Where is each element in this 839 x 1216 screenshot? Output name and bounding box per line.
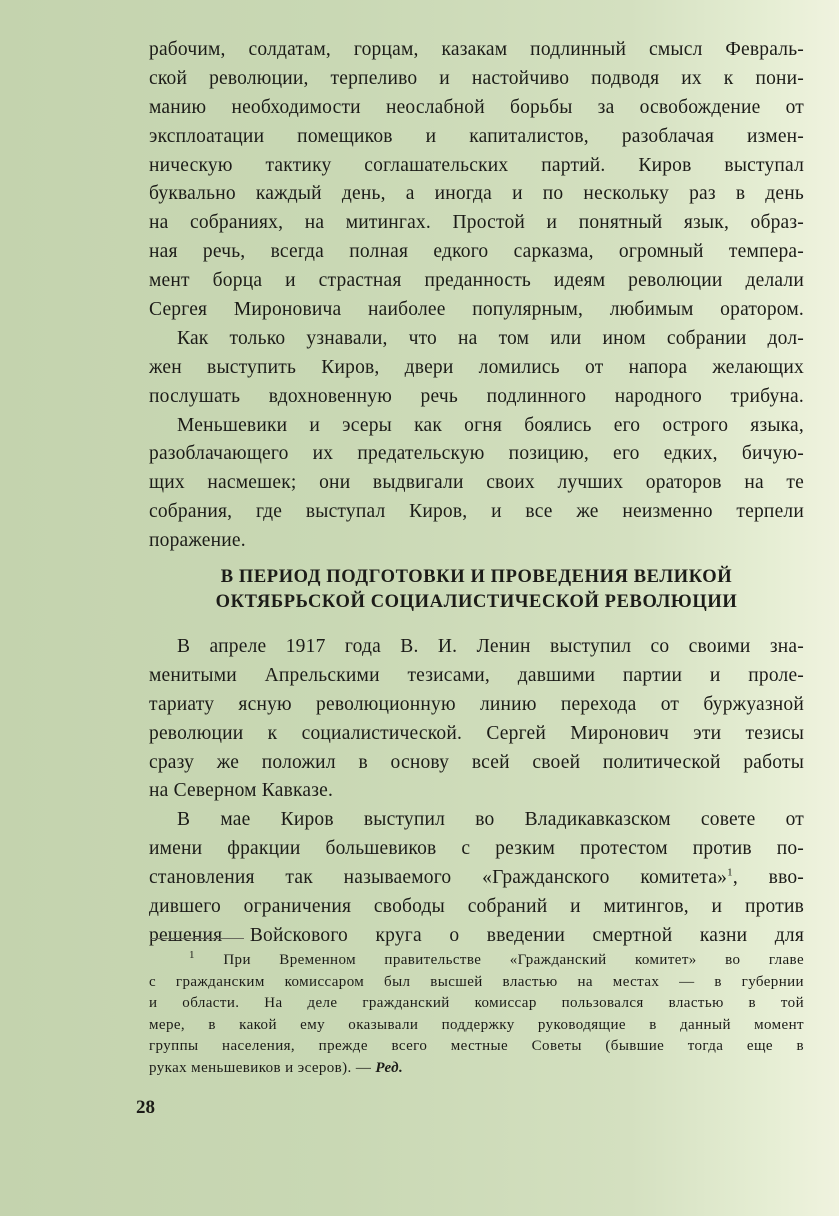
bottom-text-block <box>149 633 804 951</box>
text-line: тариату ясную революционную линию перехода от буржуазной <box>149 693 804 715</box>
text-line: собрания, где выступал Киров, и все же неизменно терпели <box>149 501 804 523</box>
text-line: сразу же положил в основу всей своей политической работы <box>149 751 804 773</box>
text-segment: становления так называемого «Гражданского комитета» <box>149 867 728 889</box>
text-segment: руках меньшевиков и эсеров). — <box>149 1059 372 1076</box>
section-heading-line: В ПЕРИОД ПОДГОТОВКИ И ПРОВЕДЕНИЯ ВЕЛИКОЙ <box>220 567 733 587</box>
text-line: ная речь, всегда полная едкого сарказма, огромный темпера- <box>149 241 804 263</box>
text-line: поражение. <box>149 530 246 552</box>
text-line: Сергея Мироновича наиболее популярным, любимым оратором. <box>149 299 804 321</box>
section-heading-line: ОКТЯБРЬСКОЙ СОЦИАЛИСТИЧЕСКОЙ РЕВОЛЮЦИИ <box>215 592 738 612</box>
text-line: ническую тактику соглашательских партий. Киров выступал <box>149 154 804 176</box>
paragraph <box>149 412 804 556</box>
footnote-reference[interactable]: 1 <box>727 866 733 879</box>
text-line: разоблачающего их предательскую позицию, его едких, бичую- <box>149 443 804 465</box>
section-heading <box>149 565 804 615</box>
top-text-block <box>149 36 804 556</box>
footnote-line: группы населения, прежде всего местные Советы (бывшие тогда еще в <box>149 1038 804 1055</box>
text-line: В апреле 1917 года В. И. Ленин выступил со своими зна- <box>177 636 804 657</box>
text-line: щих насмешек; они выдвигали своих лучших ораторов на те <box>149 472 804 494</box>
text-line: рабочим, солдатам, горцам, казакам подлинный смысл Февраль- <box>149 39 804 60</box>
footnote-line <box>149 950 804 972</box>
text-line: В мае Киров выступил во Владикавказском совете от <box>177 809 804 831</box>
footnote-divider <box>150 938 244 939</box>
text-line: на Северном Кавказе. <box>149 780 334 802</box>
text-line: послушать вдохновенную речь подлинного народного трибуна. <box>149 385 804 407</box>
text-line: эксплоатации помещиков и капиталистов, разоблачая измен- <box>149 125 804 147</box>
text-line: жен выступить Киров, двери ломились от напора желающих <box>149 356 804 378</box>
text-line: дившего ограничения свободы собраний и митингов, и против <box>149 896 804 918</box>
text-line: Как только узнавали, что на том или ином собрании дол- <box>177 327 804 349</box>
text-segment: , вво- <box>732 867 804 889</box>
text-line: имени фракции большевиков с резким протестом против по- <box>149 838 804 860</box>
footnote-line <box>149 1058 804 1080</box>
text-line: на собраниях, на митингах. Простой и понятный язык, образ- <box>149 212 804 234</box>
footnote-marker: 1 <box>189 949 195 961</box>
paragraph <box>149 36 804 325</box>
paragraph <box>149 325 804 412</box>
text-line: буквально каждый день, а иногда и по нескольку раз в день <box>149 183 804 205</box>
text-line: революции к социалистической. Сергей Миронович эти тезисы <box>149 722 804 744</box>
text-line: ской революции, терпеливо и настойчиво подводя их к пони- <box>149 67 804 89</box>
text-line: менитыми Апрельскими тезисами, давшими партии и проле- <box>149 664 804 686</box>
text-line: Меньшевики и эсеры как огня боялись его острого языка, <box>177 414 804 436</box>
text-line: решения Войскового круга о введении смертной казни для <box>149 924 804 946</box>
editor-mark: Ред. <box>375 1059 404 1076</box>
text-line <box>149 864 804 893</box>
paragraph <box>149 633 804 806</box>
text-line: манию необходимости неослабной борьбы за освобождение от <box>149 96 804 118</box>
paragraph <box>149 806 804 950</box>
footnote-line: мере, в какой ему оказывали поддержку руководящие в данный момент <box>149 1016 804 1033</box>
text-line: мент борца и страстная преданность идеям революции делали <box>149 270 804 292</box>
text-segment: При Временном правительстве «Гражданский комитет» во главе <box>223 952 805 968</box>
footnote-line: с гражданским комиссаром был высшей властью на местах — в губернии <box>149 973 804 990</box>
footnote-line: и области. На деле гражданский комиссар пользовался властью в той <box>149 995 804 1012</box>
footnote <box>149 950 804 1080</box>
page-number: 28 <box>136 1097 155 1118</box>
